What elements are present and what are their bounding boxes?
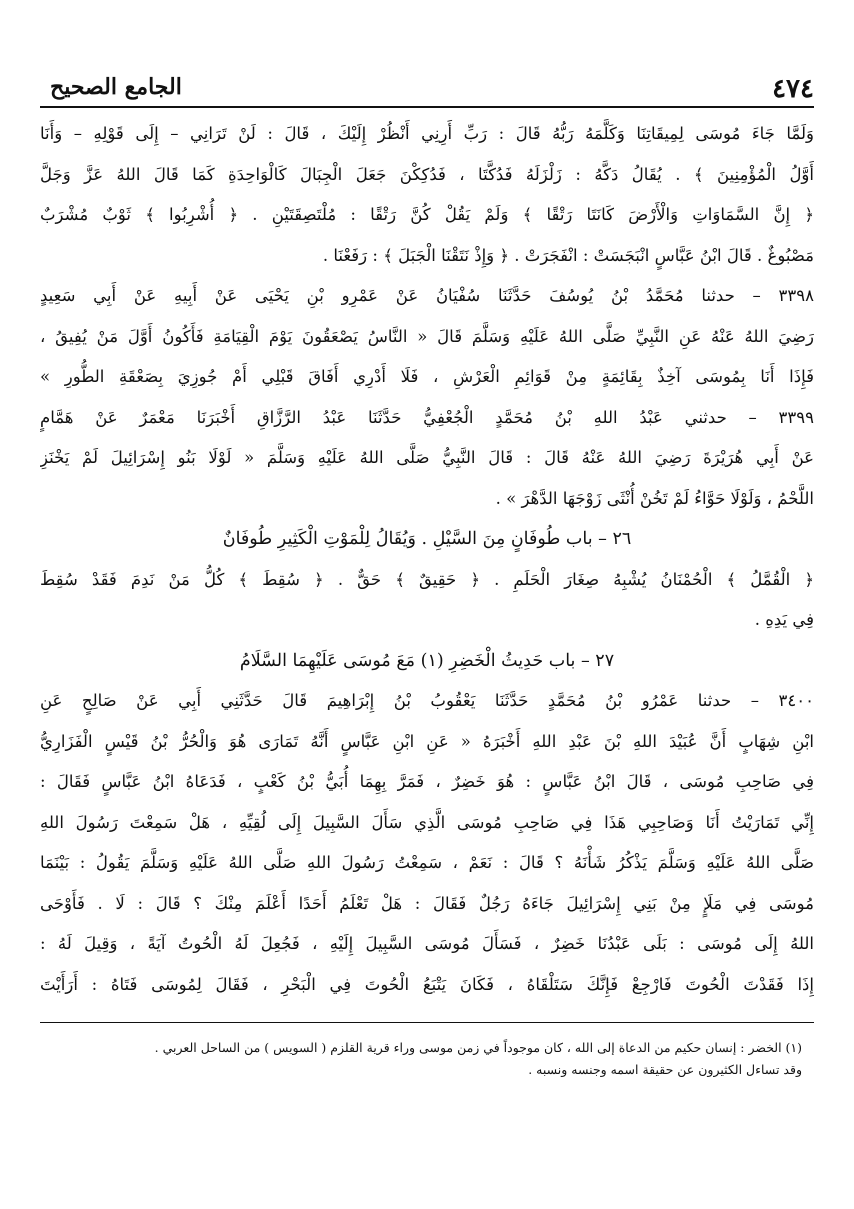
text-line: فَإِذَا أَنَا بِمُوسَى آخِذٌ بِقَائِمَةٍ مِنْ قَوَائِمِ الْعَرْشِ ، فَلَا أَدْرِي أَفَاقَ قَبْلِي أَمْ جُوزِيَ بِصَعْقَةِ الطُّورِ » — [40, 367, 814, 386]
hadith-3398-line: ٣٣٩٨ – حدثنا مُحَمَّدُ بْنُ يُوسُفَ حَدَّثَنَا سُفْيَانُ عَنْ عَمْرِو بْنِ يَحْيَى عَنْ أَبِيهِ عَنْ أَبِي سَعِيدٍ — [40, 286, 814, 305]
text-line: رَضِيَ اللهُ عَنْهُ عَنِ النَّبِيِّ صَلَّى اللهُ عَلَيْهِ وَسَلَّمَ قَالَ « النَّاسُ يَصْعَقُونَ يَوْمَ الْقِيَامَةِ فَأَكُونُ أَوَّلَ مَنْ يُفِيقُ ، — [40, 326, 814, 346]
page-header — [40, 60, 814, 108]
text-line: عَنْ أَبِي هُرَيْرَةَ رَضِيَ اللهُ عَنْهُ قَالَ : قَالَ النَّبِيُّ صَلَّى اللهُ عَلَيْهِ وَسَلَّمَ « لَوْلَا بَنُو إِسْرَائِيلَ لَمْ يَخْنَزِ — [40, 448, 814, 467]
text-line: وَلَمَّا جَاءَ مُوسَى لِمِيقَاتِنَا وَكَلَّمَهُ رَبُّهُ قَالَ : رَبِّ أَرِنِي أَنْظُرْ إِلَيْكَ ، قَالَ : لَنْ تَرَانِي – إِلَى قَوْلِهِ – وَأَنَا — [40, 124, 814, 143]
text-line: أَوَّلُ الْمُؤْمِنِينَ ﴾ . يُقَالُ دَكَّهُ : زَلْزَلَهُ فَدُكَّتَا ، فَدُكِكْنَ جَعَلَ الْجِبَالَ كَالْوَاحِدَةِ كَمَا قَالَ اللهُ عَزَّ وَجَلَّ — [40, 164, 814, 184]
book-page — [40, 60, 814, 1190]
text-line: إِنِّي تَمَارَيْتُ أَنَا وَصَاحِبِي هَذَا فِي صَاحِبِ مُوسَى الَّذِي سَأَلَ السَّبِيلَ إِلَى لُقِيِّهِ ، هَلْ سَمِعْتَ رَسُولَ اللهِ — [40, 812, 814, 832]
book-title: الجامع الصحيح — [50, 74, 182, 100]
page-number: ٤٧٤ — [772, 74, 814, 104]
text-line: مَصْبُوغٌ . قَالَ ابْنُ عَبَّاسٍ انْبَجَسَتْ : انْفَجَرَتْ . ﴿ وَإِذْ نَتَقْنَا الْجَبَلَ ﴾ : رَفَعْنَا . — [322, 245, 814, 265]
main-text — [40, 114, 814, 1005]
footnote-line: وقد تساءل الكثيرون عن حقيقة اسمه وجنسه ونسبه . — [528, 1062, 802, 1077]
hadith-3400-line: ٣٤٠٠ – حدثنا عَمْرُو بْنُ مُحَمَّدٍ حَدَّثَنَا يَعْقُوبُ بْنُ إِبْرَاهِيمَ قَالَ حَدَّثَنِي أَبِي عَنْ صَالِحٍ عَنِ — [40, 691, 814, 710]
text-line: مُوسَى فِي مَلَإٍ مِنْ بَنِي إِسْرَائِيلَ جَاءَهُ رَجُلٌ فَقَالَ : هَلْ تَعْلَمُ أَحَدًا أَعْلَمَ مِنْكَ ؟ قَالَ : لَا . فَأَوْحَى — [40, 893, 814, 913]
text-line: اللَّحْمُ ، وَلَوْلَا حَوَّاءُ لَمْ تَخُنْ أُنْثَى زَوْجَهَا الدَّهْرَ » . — [495, 488, 814, 508]
text-line: إِذَا فَقَدْتَ الْحُوتَ فَارْجِعْ فَإِنَّكَ سَتَلْقَاهُ ، فَكَانَ يَتْبَعُ الْحُوتَ فِي الْبَحْرِ ، فَقَالَ لِمُوسَى فَتَاهُ : أَرَأَيْتَ — [40, 974, 814, 994]
text-line: صَلَّى اللهُ عَلَيْهِ وَسَلَّمَ يَذْكُرُ شَأْنَهُ ؟ قَالَ : نَعَمْ ، سَمِعْتُ رَسُولَ اللهِ صَلَّى اللهُ عَلَيْهِ وَسَلَّمَ يَقُولُ : بَيْنَمَا — [40, 853, 814, 872]
text-line: ﴿ الْقُمَّلُ ﴾ الْحُمْنَانُ يُشْبِهُ صِغَارَ الْحَلَمِ . ﴿ حَقِيقٌ ﴾ حَقٌّ . ﴿ سُقِطَ ﴾ كُلُّ مَنْ نَدِمَ فَقَدْ سُقِطَ — [40, 569, 814, 589]
footnote-line: (١) الخضر : إنسان حكيم من الدعاة إلى الله ، كان موجوداً في زمن موسى وراء قرية القلزم ( السويس ) من الساحل العربي . — [154, 1040, 802, 1055]
text-line: ﴿ إِنَّ السَّمَاوَاتِ وَالْأَرْضَ كَانَتَا رَتْقًا ﴾ وَلَمْ يَقُلْ كُنَّ رَتْقًا : مُلْتَصِقَتَيْنِ . ﴿ أُشْرِبُوا ﴾ ثَوْبٌ مُشْرَبٌ — [40, 205, 814, 224]
footnotes — [40, 1022, 814, 1081]
text-line: فِي يَدِهِ . — [754, 610, 814, 629]
text-line: اللهُ إِلَى مُوسَى : بَلَى عَبْدُنَا خَضِرٌ ، فَسَأَلَ مُوسَى السَّبِيلَ إِلَيْهِ ، فَجُعِلَ لَهُ الْحُوتُ آيَةً ، وَقِيلَ لَهُ : — [40, 934, 814, 953]
chapter-26-heading: ٢٦ – باب طُوفَانٍ مِنَ السَّيْلِ . وَيُقَالُ لِلْمَوْتِ الْكَثِيرِ طُوفَانٌ — [222, 529, 632, 549]
text-line: ابْنِ شِهَابٍ أَنَّ عُبَيْدَ اللهِ بْنَ عَبْدِ اللهِ أَخْبَرَهُ « عَنِ ابْنِ عَبَّاسٍ أَنَّهُ تَمَارَى هُوَ وَالْحُرُّ بْنُ قَيْسٍ الْفَزَارِيُّ — [40, 731, 814, 751]
hadith-3399-line: ٣٣٩٩ – حدثني عَبْدُ اللهِ بْنُ مُحَمَّدٍ الْجُعْفِيُّ حَدَّثَنَا عَبْدُ الرَّزَّاقِ أَخْبَرَنَا مَعْمَرٌ عَنْ هَمَّامٍ — [40, 407, 814, 427]
chapter-27-heading: ٢٧ – باب حَدِيثُ الْخَضِرِ (١) مَعَ مُوسَى عَلَيْهِمَا السَّلَامُ — [239, 650, 615, 671]
text-line: فِي صَاحِبِ مُوسَى ، قَالَ ابْنُ عَبَّاسٍ : هُوَ خَضِرٌ ، فَمَرَّ بِهِمَا أُبَيُّ بْنُ كَعْبٍ ، فَدَعَاهُ ابْنُ عَبَّاسٍ فَقَالَ : — [40, 772, 814, 791]
